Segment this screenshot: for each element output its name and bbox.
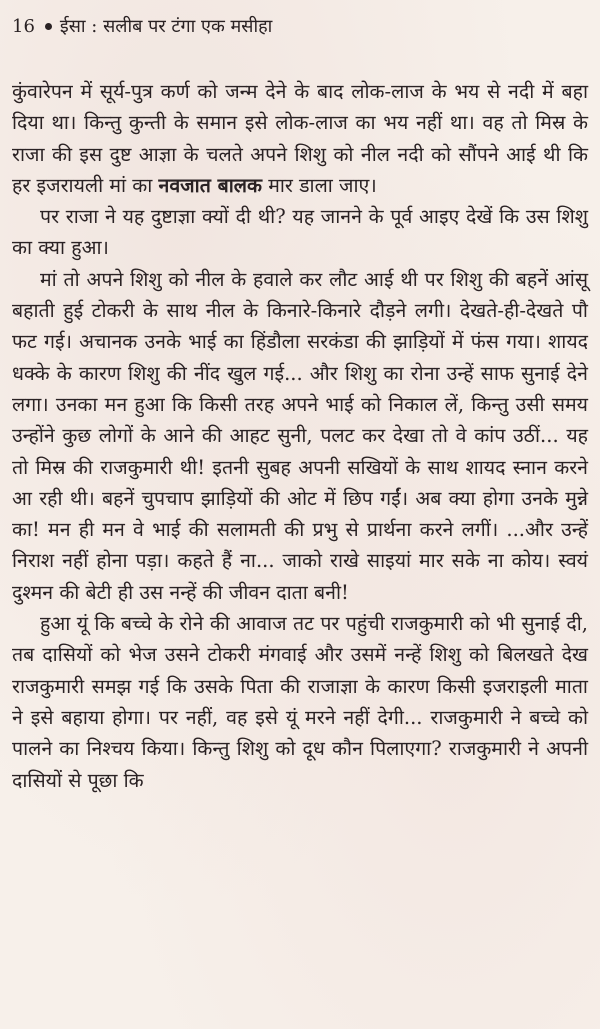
emphasized-text: नवजात बालक (158, 173, 262, 197)
paragraph-4: हुआ यूं कि बच्चे के रोने की आवाज तट पर पहुंची राजकुमारी को भी सुनाई दी, तब दासियों को भेज उसने टोकरी मंगवाई और उसमें नन्हें शिशु को बिलखते देख राजकुमारी समझ गई कि उसके पिता की राजाज्ञा के कारण किसी इजराइली माता ने इसे बहाया होगा। पर नहीं, वह इसे यूं मरने नहीं देगी... राजकुमारी ने बच्चे को पालने का निश्चय किया। किन्तु शिशु को दूध कौन पिलाएगा? राजकुमारी ने अपनी दासियों से पूछा कि (12, 612, 588, 792)
book-title: ईसा : सलीब पर टंगा एक मसीहा (59, 16, 273, 37)
paragraph-1 (12, 76, 588, 201)
paragraph-3: मां तो अपने शिशु को नील के हवाले कर लौट आई थी पर शिशु की बहनें आंसू बहाती हुई टोकरी के साथ नील के किनारे-किनारे दौड़ने लगी। देखते-ही-देखते पौ फट गई। अचानक उनके भाई का हिंडौला सरकंडा की झाड़ियों में फंस गया। शायद धक्के के कारण शिशु की नींद खुल गई... और शिशु का रोना उन्हें साफ सुनाई देने लगा। उनका मन हुआ कि किसी तरह अपने भाई को निकाल लें, किन्तु उसी समय उन्होंने कुछ लोगों के आने की आहट सुनी, पलट कर देखा तो वे कांप उठीं... यह तो मिस्र की राजकुमारी थी! इतनी सुबह अपनी सखियों के साथ शायद स्नान करने आ रही थी। बहनें चुपचाप झाड़ियों की ओट में छिप गईं। अब क्या होगा उनके मुन्ने का! मन ही मन वे भाई की सलामती की प्रभु से प्रार्थना करने लगीं। ...और उन्हें निराश नहीं होना पड़ा। कहते हैं ना... जाको राखे साइयां मार सके ना कोय। स्वयं दुश्मन की बेटी ही उस नन्हें की जीवन दाता बनी! (12, 267, 588, 604)
paragraph-2: पर राजा ने यह दुष्टाज्ञा क्यों दी थी? यह जानने के पूर्व आइए देखें कि उस शिशु का क्या हुआ। (12, 205, 588, 260)
paragraph-text: मार डाला जाए। (262, 173, 377, 197)
page-number: 16 (12, 15, 35, 37)
body-text (12, 76, 588, 796)
bullet-icon (45, 23, 52, 30)
running-head (12, 6, 588, 46)
paragraph-text: कुंवारेपन में सूर्य-पुत्र कर्ण को जन्म देने के बाद लोक-लाज के भय से नदी में बहा दिया था। किन्तु कुन्ती के समान इसे लोक-लाज का भय नहीं था। वह तो मिस्र के राजा की इस दुष्ट आज्ञा के चलते अपने शिशु को नील नदी को सौंपने आई थी कि हर इजरायली मां का (12, 80, 588, 197)
